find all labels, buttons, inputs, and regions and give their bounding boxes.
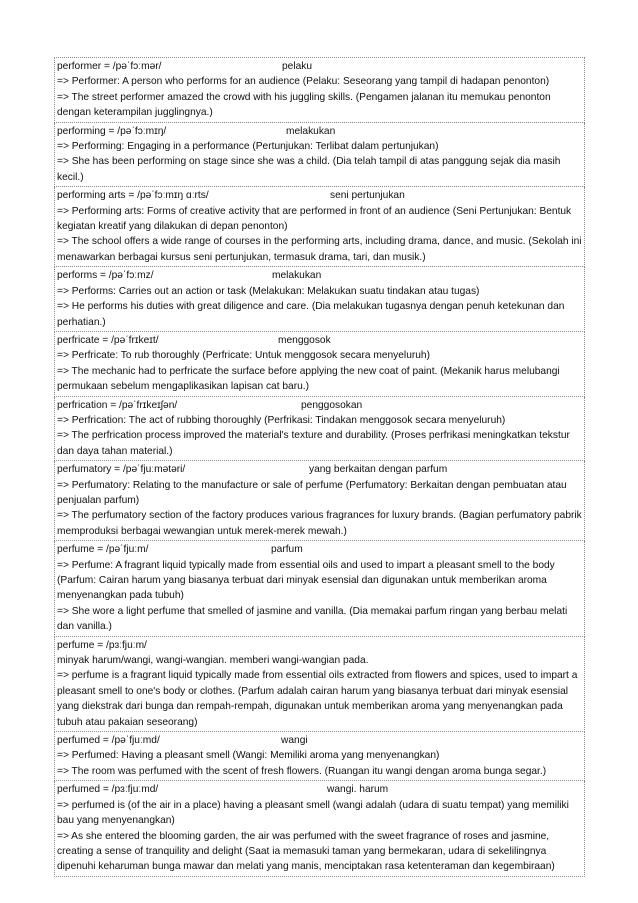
entry-line: => Performs: Carries out an action or task (Melakukan: Melakukan suatu tindakan atau tugas) <box>57 285 480 297</box>
entry-line: => Performing: Engaging in a performance (Pertunjukan: Terlibat dalam pertunjukan) <box>57 141 439 153</box>
dictionary-sheet <box>54 57 585 877</box>
entry-term: perfume = /pɜːfjuːm/ <box>57 639 147 651</box>
entry <box>54 541 585 636</box>
entry-meaning: wangi. harum <box>327 784 389 796</box>
entry-line: => She has been performing on stage since she was a child. (Dia telah tampil di atas panggung sejak dia masih kecil.) <box>57 156 561 183</box>
entry <box>54 58 585 123</box>
entry-meaning: menggosok <box>278 334 331 346</box>
entry <box>54 332 585 397</box>
entry-line: => perfumed is (of the air in a place) having a pleasant smell (wangi adalah (udara di suatu tempat) yang memiliki bau yang menyenangkan) <box>57 799 569 827</box>
entry <box>54 732 585 781</box>
entry-term: perfricate = /pəˈfrɪkeɪt/ <box>57 334 159 346</box>
entry-term: performer = /pəˈfɔːmər/ <box>57 61 162 72</box>
entry-line: => Performer: A person who performs for an audience (Pelaku: Seseorang yang tampil di hadapan penonton) <box>57 76 550 88</box>
entry-term: performing = /pəˈfɔːmɪŋ/ <box>57 125 167 137</box>
entry-line: => Perfume: A fragrant liquid typically made from essential oils and used to impart a pleasant smell to the body (Parfum: Cairan harum yang biasanya terbuat dari minyak esensial dan digunakan untuk memberikan aroma menyenangkan pada tubuh) <box>57 559 555 602</box>
entry-line: => The room was perfumed with the scent of fresh flowers. (Ruangan itu wangi dengan aroma bunga segar.) <box>57 765 547 777</box>
entry-term: perfumed = /pəˈfjuːmd/ <box>57 735 160 747</box>
entry <box>54 397 585 462</box>
entry-meaning: melakukan <box>272 270 322 282</box>
entry-line: => Performing arts: Forms of creative activity that are performed in front of an audience (Seni Pertunjukan: Bentuk kegiatan kreatif yang dilakukan di depan penonton) <box>57 205 572 233</box>
entry-head <box>57 462 582 477</box>
entry-head <box>57 782 582 797</box>
entry <box>54 637 585 732</box>
entry-meaning: parfum <box>271 544 303 556</box>
entry <box>54 267 585 332</box>
entry <box>54 123 585 188</box>
entry-line: => The perfumatory section of the factory produces various fragrances for luxury brands. (Bagian perfumatory pabrik memproduksi berbagai wewangian untuk merek-merek mewah.) <box>57 510 582 537</box>
entry-head <box>57 398 582 413</box>
entry-term: perfumatory = /pəˈfjuːmətəri/ <box>57 464 186 476</box>
entry-head <box>57 542 582 557</box>
entry-line: => As she entered the blooming garden, the air was perfumed with the sweet fragrance of roses and jasmine, creating a sense of tranquility and delight (Saat ia memasuki taman yang bermekaran, udara di sekelilingnya dipenuhi keharuman bunga mawar dan melati yang manis, menciptakan rasa ketenteraman dan kegembiraan) <box>57 830 555 873</box>
entry-meaning: wangi <box>281 735 308 747</box>
entry-head <box>57 638 582 669</box>
entry-meaning: yang berkaitan dengan parfum <box>309 464 448 476</box>
entry-line: => She wore a light perfume that smelled of jasmine and vanilla. (Dia memakai parfum ringan yang berbau melati dan vanilla.) <box>57 605 568 633</box>
entry-meaning: minyak harum/wangi, wangi-wangian. memberi wangi-wangian pada. <box>57 655 369 667</box>
entry-head <box>57 59 582 74</box>
entry-head <box>57 124 582 139</box>
entry-head <box>57 268 582 283</box>
entry-line: => perfume is a fragrant liquid typically made from essential oils extracted from flowers and spices, used to impart a pleasant smell to one's body or clothes. (Parfum adalah cairan harum yang biasanya terbuat dari minyak esensial yang diekstrak dari bunga dan rempah-rempah, digunakan untuk memberikan aroma yang menyenangkan pada tubuh atau pakaian seseorang) <box>57 670 578 728</box>
entry-head <box>57 733 582 748</box>
entry <box>54 461 585 541</box>
entry-head <box>57 333 582 348</box>
entry-meaning: penggosokan <box>301 399 363 411</box>
entry-term: performs = /pəˈfɔːmz/ <box>57 270 154 282</box>
entry-term: perfumed = /pɜːfjuːmd/ <box>57 784 159 796</box>
entry-head <box>57 188 582 203</box>
entry-line: => The school offers a wide range of courses in the performing arts, including drama, dance, and music. (Sekolah ini menawarkan berbagai kursus seni pertunjukan, termasuk drama, tari, dan musik.) <box>57 236 582 263</box>
entry-meaning: seni pertunjukan <box>330 190 405 202</box>
entry-term: perfrication = /pəˈfrɪkeɪʃən/ <box>57 399 178 411</box>
entry-term: performing arts = /pəˈfɔːmɪŋ ɑːrts/ <box>57 190 209 202</box>
entry-meaning: melakukan <box>286 125 336 137</box>
entry-line: => The mechanic had to perfricate the surface before applying the new coat of paint. (Mekanik harus melubangi permukaan sebelum mengaplikasikan lapisan cat baru.) <box>57 365 560 393</box>
entry <box>54 187 585 267</box>
entry <box>54 781 585 876</box>
entry-line: => Perfumatory: Relating to the manufacture or sale of perfume (Perfumatory: Berkaitan dengan pembuatan atau penjualan parfum) <box>57 479 567 506</box>
entry-line: => Perfricate: To rub thoroughly (Perfricate: Untuk menggosok secara menyeluruh) <box>57 350 430 362</box>
entry-meaning: pelaku <box>282 61 313 72</box>
entry-term: perfume = /pəˈfjuːm/ <box>57 544 149 556</box>
entry-line: => Perfumed: Having a pleasant smell (Wangi: Memiliki aroma yang menyenangkan) <box>57 750 440 762</box>
entry-line: => Perfrication: The act of rubbing thoroughly (Perfrikasi: Tindakan menggosok secara menyeluruh) <box>57 414 506 426</box>
entry-line: => The perfrication process improved the material's texture and durability. (Proses perfrikasi meningkatkan tekstur dan daya tahan material.) <box>57 430 570 457</box>
entry-line: => He performs his duties with great diligence and care. (Dia melakukan tugasnya dengan penuh ketekunan dan perhatian.) <box>57 301 565 328</box>
entry-line: => The street performer amazed the crowd with his juggling skills. (Pengamen jalanan itu memukau penonton dengan keterampilan jugglingnya.) <box>57 91 551 119</box>
